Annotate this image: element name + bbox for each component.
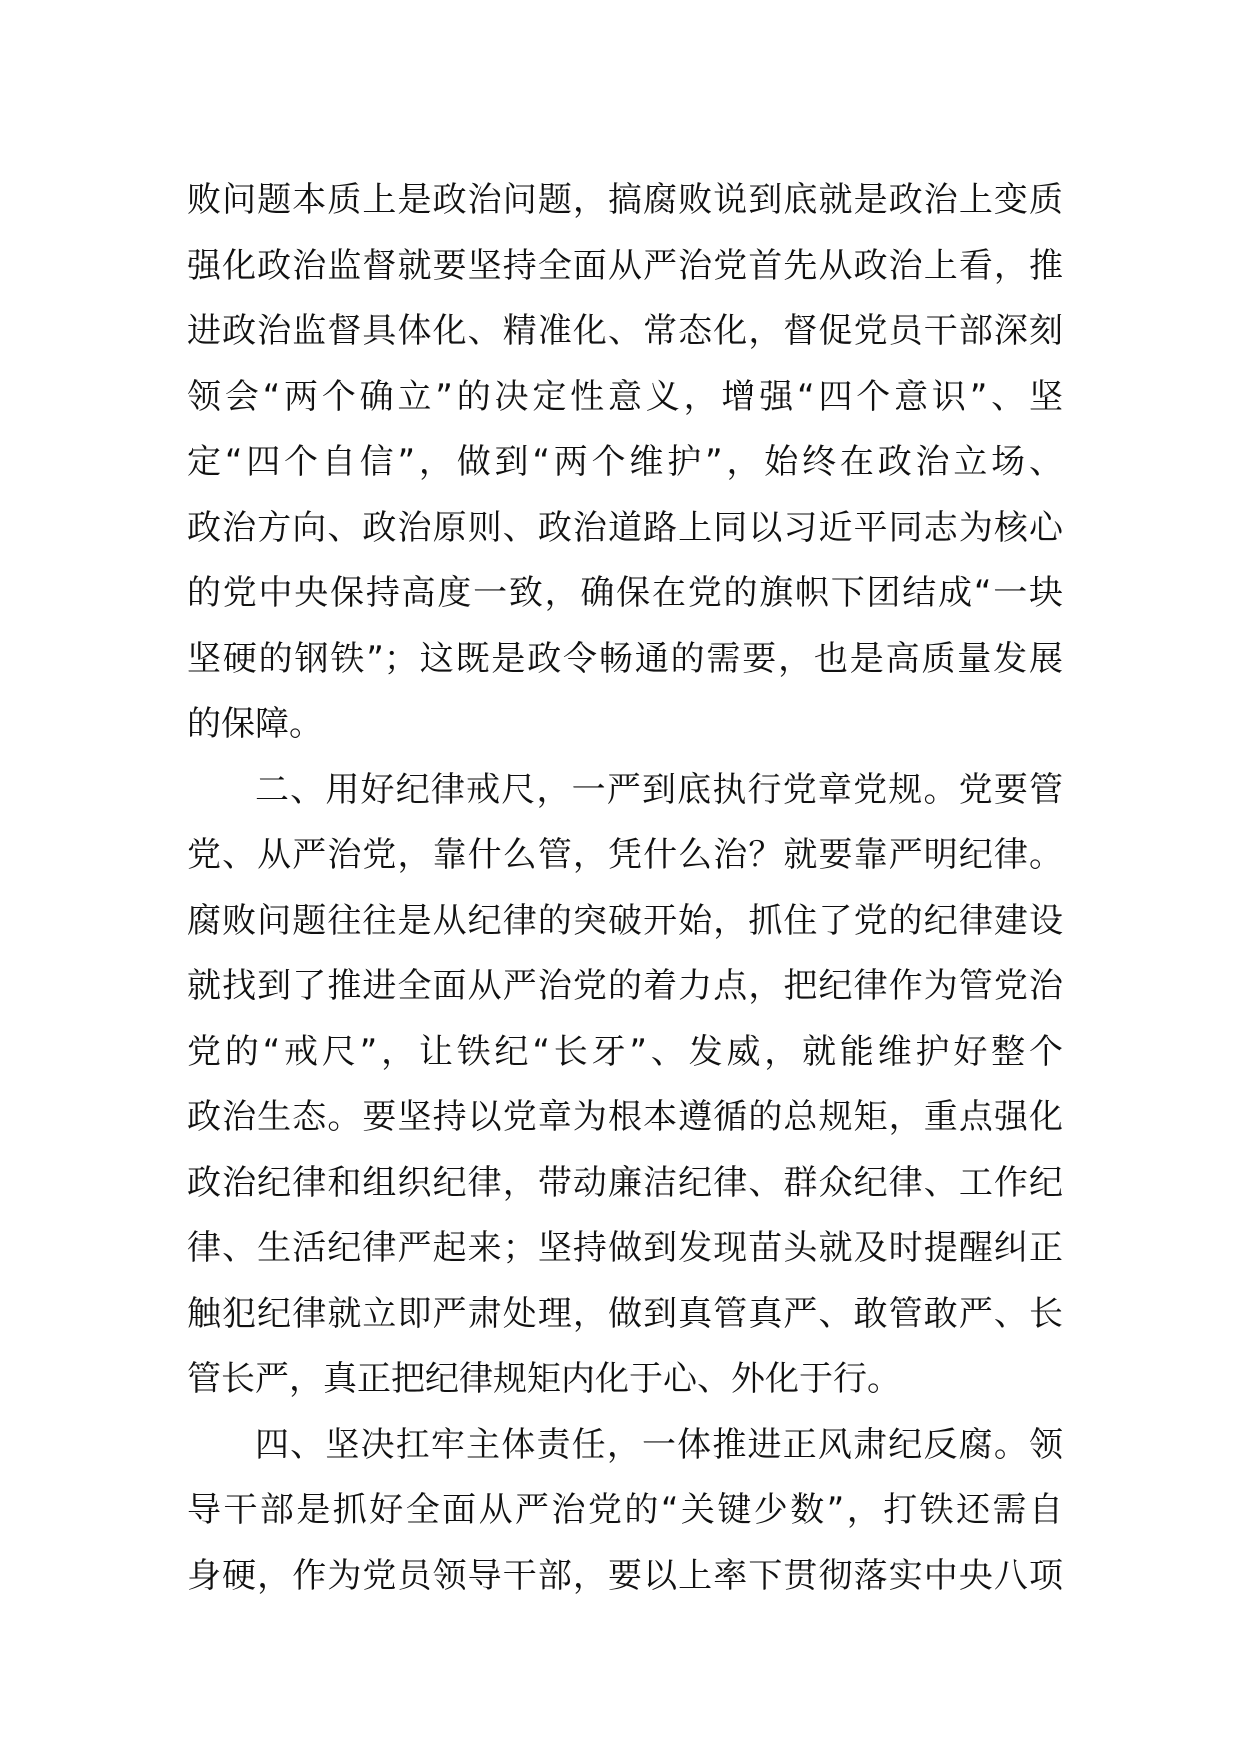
text-line: 管长严，真正把纪律规矩内化于心、外化于行。 (187, 1359, 901, 1399)
text-line: 政治方向、政治原则、政治道路上同以习近平同志为核心 (187, 507, 1063, 548)
document-body (187, 168, 1063, 1609)
text-line: 领会“两个确立”的决定性意义，增强“四个意识”、坚 (187, 376, 1063, 417)
text-line: 触犯纪律就立即严肃处理，做到真管真严、敢管敢严、长 (187, 1293, 1063, 1334)
text-line: 导干部是抓好全面从严治党的“关键少数”，打铁还需自 (187, 1490, 1063, 1530)
text-line: 强化政治监督就要坚持全面从严治党首先从政治上看，推 (187, 245, 1063, 286)
text-line: 腐败问题往往是从纪律的突破开始，抓住了党的纪律建设 (187, 900, 1063, 941)
text-line: 就找到了推进全面从严治党的着力点，把纪律作为管党治 (187, 966, 1063, 1006)
paragraph-discipline (187, 758, 1063, 1413)
text-line: 律、生活纪律严起来；坚持做到发现苗头就及时提醒纠正 (187, 1228, 1063, 1268)
text-line: 四、坚决扛牢主体责任，一体推进正风肃纪反腐。领 (255, 1424, 1063, 1465)
text-line: 定“四个自信”，做到“两个维护”，始终在政治立场、 (187, 442, 1063, 482)
text-line: 身硬，作为党员领导干部，要以上率下贯彻落实中央八项 (187, 1555, 1063, 1596)
text-line: 政治生态。要坚持以党章为根本遵循的总规矩，重点强化 (187, 1097, 1063, 1137)
text-line: 党的“戒尺”，让铁纪“长牙”、发威，就能维护好整个 (187, 1031, 1063, 1072)
text-line: 进政治监督具体化、精准化、常态化，督促党员干部深刻 (187, 311, 1063, 351)
text-line: 的保障。 (187, 704, 323, 744)
text-line: 败问题本质上是政治问题，搞腐败说到底就是政治上变质 (187, 180, 1063, 220)
text-line: 政治纪律和组织纪律，带动廉洁纪律、群众纪律、工作纪 (187, 1162, 1063, 1203)
paragraph-political-supervision (187, 168, 1063, 758)
text-line: 坚硬的钢铁”；这既是政令畅通的需要，也是高质量发展 (187, 638, 1063, 679)
text-line: 的党中央保持高度一致，确保在党的旗帜下团结成“一块 (187, 573, 1063, 613)
text-line: 党、从严治党，靠什么管，凭什么治？就要靠严明纪律。 (187, 835, 1063, 875)
paragraph-responsibility (187, 1413, 1063, 1610)
text-line: 二、用好纪律戒尺，一严到底执行党章党规。党要管 (255, 769, 1063, 810)
